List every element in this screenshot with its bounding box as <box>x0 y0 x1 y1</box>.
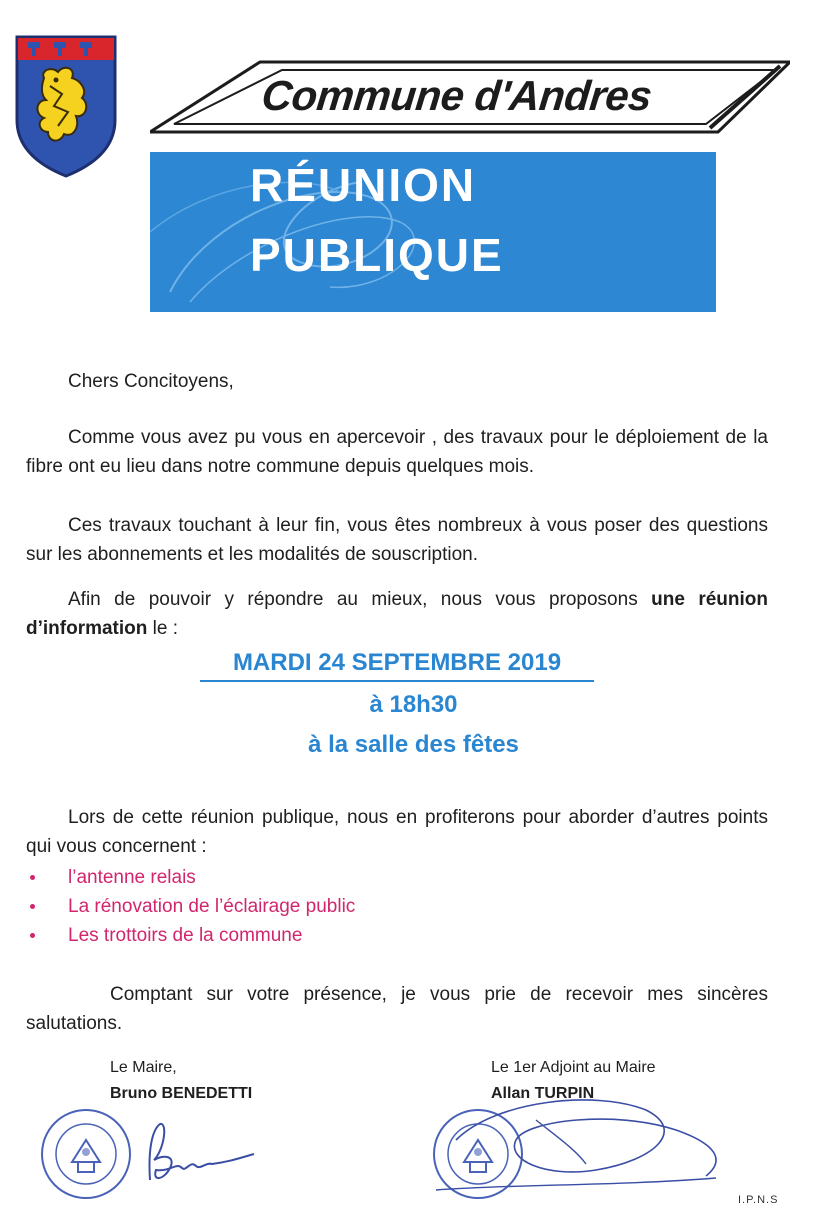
coat-of-arms-logo <box>14 34 118 178</box>
list-item <box>26 863 726 892</box>
paragraph-closing: Comptant sur votre présence, je vous prie de recevoir mes sincères salutations. <box>26 984 768 1034</box>
list-item-label: La rénovation de l’éclairage public <box>68 896 356 917</box>
bullet-icon <box>30 904 35 909</box>
paragraph-questions: Ces travaux touchant à leur fin, vous êtes nombreux à vous poser des questions sur les abonnements et les modalités de souscription. <box>26 515 768 565</box>
mayor-name: Bruno BENEDETTI <box>110 1085 253 1102</box>
mayor-signature-icon <box>130 1110 260 1200</box>
paragraph-other-topics: Lors de cette réunion publique, nous en profiterons pour aborder d’autres points qui vous concernent : <box>26 807 768 857</box>
invitation-text-start: Afin de pouvoir y répondre au mieux, nous vous proposons <box>68 589 652 610</box>
invitation-text-bold: une réunion d’information <box>26 589 768 639</box>
paragraph-invitation <box>26 585 768 643</box>
mairie-stamp-icon <box>38 1106 134 1202</box>
deputy-role: Le 1er Adjoint au Maire <box>491 1059 656 1076</box>
topics-list <box>26 863 726 950</box>
deputy-signature-icon <box>416 1080 746 1200</box>
bullet-icon <box>30 875 35 880</box>
paragraph-fibre-works: Comme vous avez pu vous en apercevoir , des travaux pour le déploiement de la fibre ont eu lieu dans notre commune depuis quelques mois. <box>26 427 768 477</box>
list-item-label: l’antenne relais <box>68 867 196 888</box>
list-item <box>26 892 726 921</box>
banner-title-line1: RÉUNION <box>250 159 477 211</box>
ipns-mention: I.P.N.S <box>738 1194 779 1206</box>
banner-title-line2: PUBLIQUE <box>250 229 504 281</box>
list-item <box>26 921 726 950</box>
commune-title: Commune d'Andres <box>259 72 654 119</box>
bullet-icon <box>30 933 35 938</box>
event-place: à la salle des fêtes <box>308 731 519 758</box>
deputy-name: Allan TURPIN <box>491 1085 595 1102</box>
event-time: à 18h30 <box>369 691 458 718</box>
list-item-label: Les trottoirs de la commune <box>68 925 303 946</box>
mayor-role: Le Maire, <box>110 1059 177 1076</box>
event-date: MARDI 24 SEPTEMBRE 2019 <box>200 646 594 682</box>
invitation-text-end: le : <box>147 618 179 639</box>
greeting: Chers Concitoyens, <box>68 371 234 392</box>
